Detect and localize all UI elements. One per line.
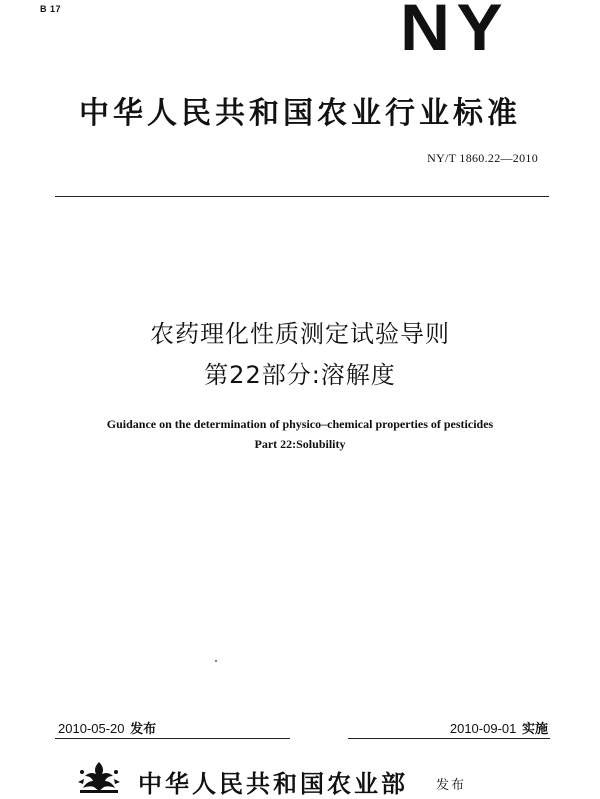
issue-label: 发布: [130, 721, 157, 736]
standard-number: NY/T 1860.22—2010: [427, 151, 538, 165]
publisher-name: 中华人民共和国农业部: [138, 770, 408, 798]
implement-date-block: [450, 718, 548, 737]
footer-divider-right: [348, 738, 550, 739]
issue-date-block: [58, 718, 156, 737]
publish-label: 发布: [436, 778, 467, 793]
implement-label: 实施: [521, 721, 548, 736]
scan-speck: [215, 660, 217, 662]
chinese-title-line2: 第22部分:溶解度: [204, 361, 396, 389]
english-title-line1: Guidance on the determination of physico–chemical properties of pesticides: [106, 417, 494, 431]
ny-logo: NY: [400, 0, 509, 64]
issue-date: 2010-05-20: [58, 721, 125, 736]
classification-code: B 17: [40, 4, 62, 14]
footer-divider-left: [55, 738, 290, 739]
english-title-line2: Part 22:Solubility: [254, 437, 346, 451]
ministry-emblem-icon: [76, 760, 122, 794]
header-divider: [55, 196, 549, 197]
standard-category-title: 中华人民共和国农业行业标准: [79, 96, 521, 131]
implement-date: 2010-09-01: [449, 721, 517, 736]
chinese-title-line1: 农药理化性质测定试验导则: [150, 320, 450, 348]
